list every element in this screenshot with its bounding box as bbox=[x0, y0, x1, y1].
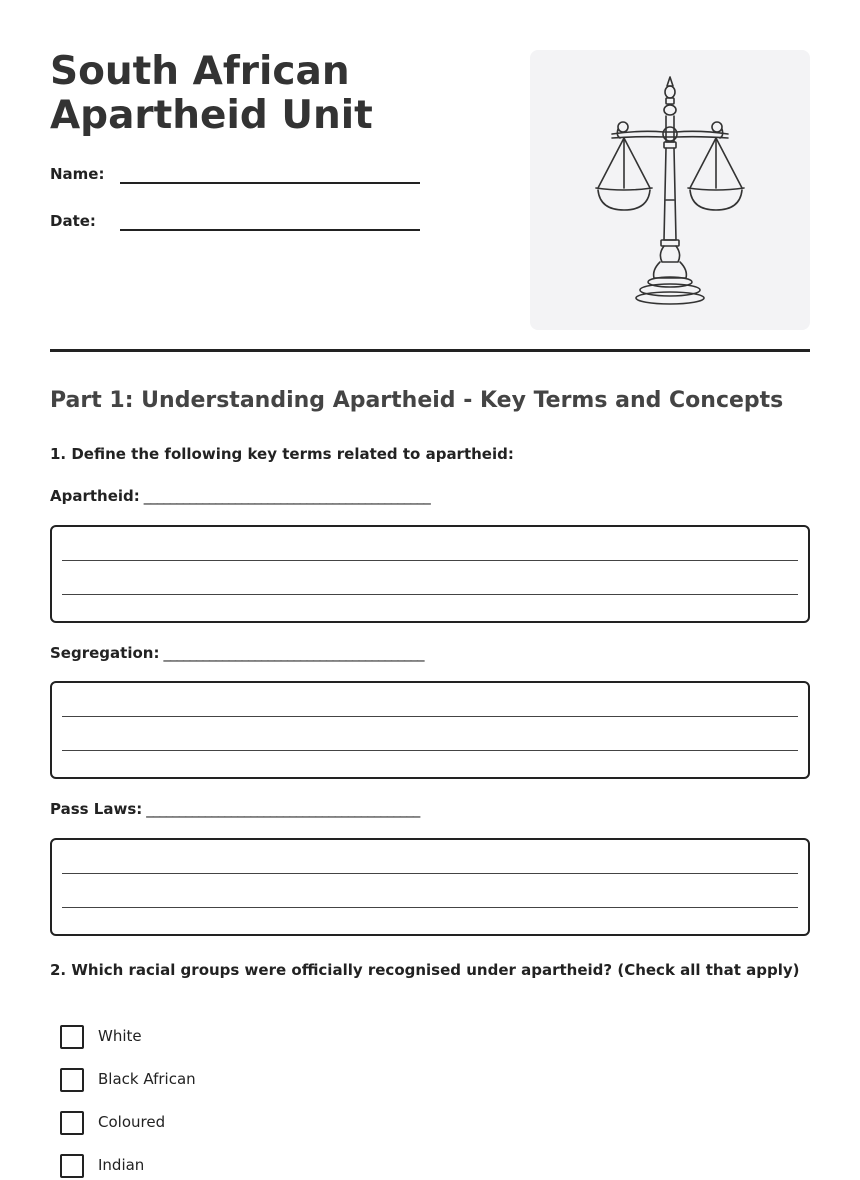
date-input-line[interactable] bbox=[120, 229, 420, 231]
term-segregation bbox=[50, 644, 423, 662]
term-apartheid-blank[interactable]: ____________________________________________ bbox=[143, 487, 430, 505]
worksheet-title: South African Apartheid Unit bbox=[50, 49, 373, 138]
term-apartheid-label: Apartheid: bbox=[50, 487, 140, 505]
answer-line bbox=[62, 907, 798, 908]
answer-box-apartheid[interactable] bbox=[50, 525, 810, 623]
option-label: Coloured bbox=[98, 1113, 166, 1131]
answer-line bbox=[62, 560, 798, 561]
option-label: Indian bbox=[98, 1156, 145, 1174]
option-coloured[interactable] bbox=[60, 1111, 460, 1137]
answer-line bbox=[62, 873, 798, 874]
name-field bbox=[50, 165, 430, 193]
name-input-line[interactable] bbox=[120, 182, 420, 184]
option-indian[interactable] bbox=[60, 1154, 460, 1180]
term-pass-laws-label: Pass Laws: bbox=[50, 800, 143, 818]
answer-line bbox=[62, 750, 798, 751]
option-black-african[interactable] bbox=[60, 1068, 460, 1094]
checkbox-black-african[interactable] bbox=[60, 1068, 84, 1092]
question-2: 2. Which racial groups were officially recognised under apartheid? (Check all that apply) bbox=[50, 961, 800, 979]
term-pass-laws bbox=[50, 800, 419, 818]
answer-box-pass-laws[interactable] bbox=[50, 838, 810, 936]
date-field bbox=[50, 212, 430, 240]
date-label: Date: bbox=[50, 212, 96, 230]
question-1: 1. Define the following key terms related to apartheid: bbox=[50, 445, 514, 463]
header-illustration bbox=[530, 50, 810, 330]
scales-of-justice-icon bbox=[530, 50, 810, 330]
answer-box-segregation[interactable] bbox=[50, 681, 810, 779]
term-segregation-blank[interactable]: ________________________________________ bbox=[163, 644, 424, 662]
part1-title: Part 1: Understanding Apartheid - Key Terms and Concepts bbox=[50, 388, 784, 413]
checkbox-coloured[interactable] bbox=[60, 1111, 84, 1135]
option-label: Black African bbox=[98, 1070, 196, 1088]
checkbox-indian[interactable] bbox=[60, 1154, 84, 1178]
option-white[interactable] bbox=[60, 1025, 460, 1051]
option-label: White bbox=[98, 1027, 142, 1045]
term-apartheid bbox=[50, 487, 430, 505]
name-label: Name: bbox=[50, 165, 105, 183]
answer-line bbox=[62, 716, 798, 717]
checkbox-white[interactable] bbox=[60, 1025, 84, 1049]
answer-line bbox=[62, 594, 798, 595]
header-divider bbox=[50, 349, 810, 352]
term-pass-laws-blank[interactable]: __________________________________________ bbox=[146, 800, 420, 818]
term-segregation-label: Segregation: bbox=[50, 644, 160, 662]
